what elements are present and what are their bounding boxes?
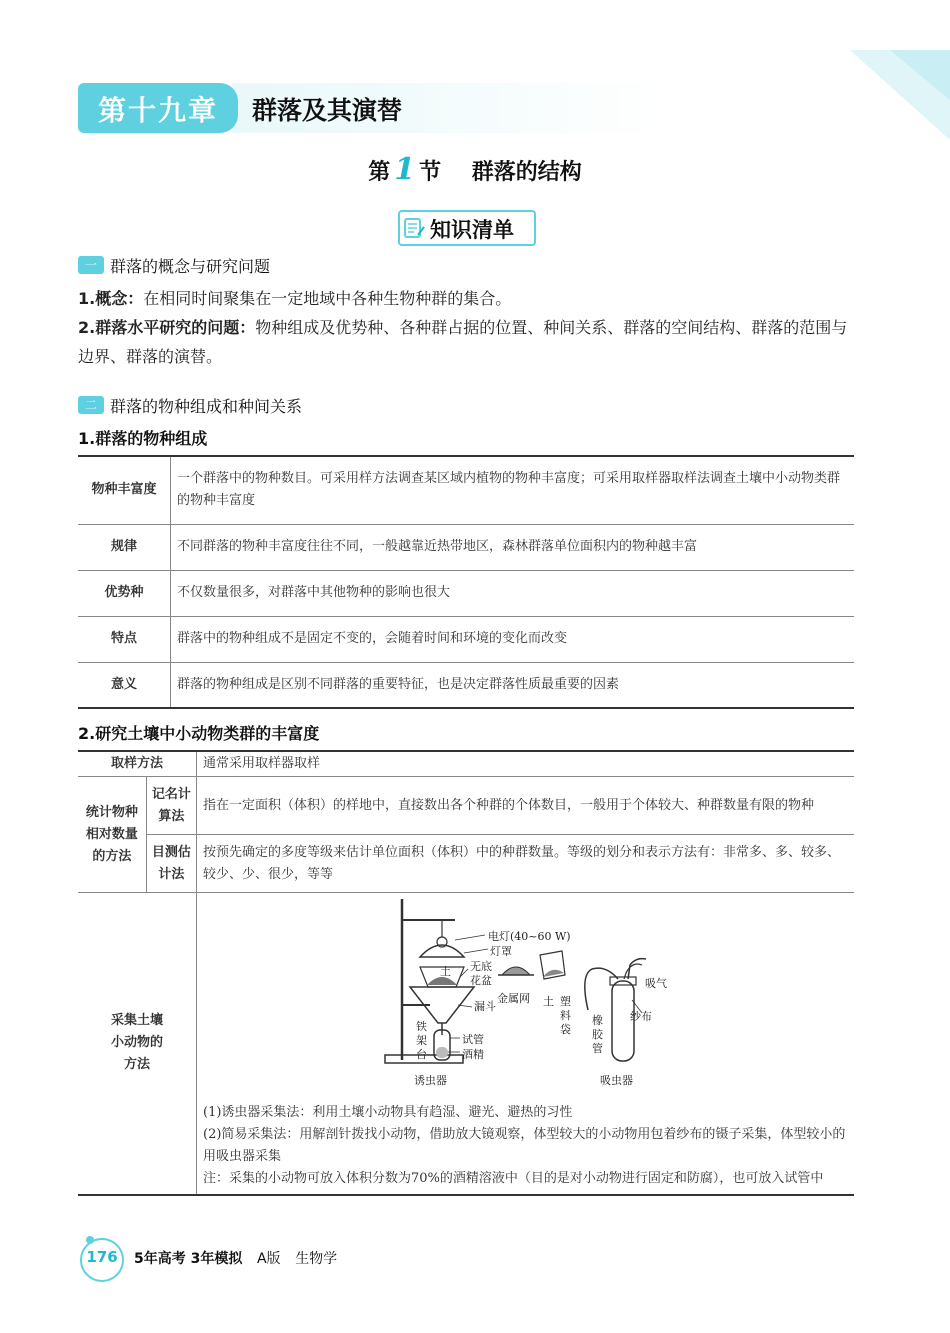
caption-insect-trap: 诱虫器 <box>414 1074 447 1087</box>
label-alcohol: 酒精 <box>462 1048 484 1061</box>
research-text: 物种组成及优势种、各种群占据的位置、种间关系、群落的空间结构、群落的范围与边界、群落的演替。 <box>78 318 848 366</box>
row-content: 不同群落的物种丰富度往往不同，一般越靠近热带地区，森林群落单位面积内的物种越丰富 <box>171 524 855 570</box>
visual-estimate-content: 按预先确定的多度等级来估计单位面积（体积）中的种群数量。等级的划分和表示方法有：非常多、多、较多、较少、少、很少，等等 <box>197 835 855 893</box>
section-prefix: 第 <box>368 159 391 185</box>
book-title: 5年高考 3年模拟 <box>134 1251 243 1267</box>
subheading-species-composition: 1.群落的物种组成 <box>78 429 208 448</box>
table-row <box>78 751 854 777</box>
table-row <box>78 835 854 893</box>
caption-aspirator: 吸虫器 <box>600 1074 633 1087</box>
label-pot-1: 无底 <box>470 960 492 973</box>
section-suffix: 节 <box>419 159 442 185</box>
label-stand-3: 台 <box>416 1048 427 1061</box>
concept-text: 在相同时间聚集在一定地域中各种生物种群的集合。 <box>143 289 512 308</box>
part2-heading: 群落的物种组成和种间关系 <box>110 397 303 416</box>
row-content: 不仅数量很多，对群落中其他物种的影响也很大 <box>171 570 855 616</box>
label-gauze: 纱布 <box>630 1010 652 1023</box>
row-head: 意义 <box>78 662 171 708</box>
chapter-label: 第十九章 <box>98 94 219 127</box>
label-soil-top: 土 <box>440 965 451 978</box>
concept-term: 1.概念： <box>78 289 144 308</box>
label-pot-2: 花盆 <box>470 974 492 987</box>
sampling-head: 取样方法 <box>78 751 197 777</box>
label-stand-2: 架 <box>416 1034 427 1047</box>
label-bag-1: 塑 <box>560 995 571 1008</box>
label-rubber-1: 橡 <box>592 1014 603 1027</box>
row-head: 规律 <box>78 524 171 570</box>
section-name: 群落的结构 <box>471 159 582 185</box>
label-funnel: 漏斗 <box>474 1000 496 1013</box>
table-row <box>78 456 854 524</box>
research-term: 2.群落水平研究的问题： <box>78 318 256 337</box>
table-row <box>78 616 854 662</box>
part1-heading: 群落的概念与研究问题 <box>110 257 271 276</box>
subheading-soil-animals: 2.研究土壤中小动物类群的丰富度 <box>78 724 320 743</box>
stat-method-head: 统计物种相对数量的方法 <box>78 777 146 893</box>
note-2: (2)简易采集法：用解剖针拨找小动物，借助放大镜观察，体型较大的小动物用包着纱布的镊子采集，体型较小的用吸虫器采集 <box>203 1126 846 1164</box>
note-1: (1)诱虫器采集法：利用土壤小动物具有趋湿、避光、避热的习性 <box>203 1104 573 1120</box>
row-head: 物种丰富度 <box>78 456 171 524</box>
row-head: 特点 <box>78 616 171 662</box>
table-row <box>78 524 854 570</box>
row-content: 群落的物种组成是区别不同群落的重要特征，也是决定群落性质最重要的因素 <box>171 662 855 708</box>
collect-method-head: 采集土壤小动物的方法 <box>78 893 197 1195</box>
visual-estimate-head: 目测估计法 <box>146 835 196 893</box>
section-number: 1 <box>394 152 416 187</box>
chapter-title: 群落及其演替 <box>252 96 403 125</box>
row-content: 一个群落中的物种数目。可采用样方法调查某区域内植物的物种丰富度；可采用取样器取样法调查土壤中小动物类群的物种丰富度 <box>171 456 855 524</box>
label-rubber-3: 管 <box>592 1042 603 1055</box>
part2-badge: 二 <box>78 396 104 414</box>
book-subject: 生物学 <box>295 1251 338 1267</box>
label-tube: 试管 <box>462 1033 484 1046</box>
row-content: 群落中的物种组成不是固定不变的，会随着时间和环境的变化而改变 <box>171 616 855 662</box>
page-number-dot <box>86 1236 94 1244</box>
counting-method-content: 指在一定面积（体积）的样地中，直接数出各个种群的个体数目，一般用于个体较大、种群数量有限的物种 <box>197 777 855 835</box>
note-3: 注：采集的小动物可放入体积分数为70%的酒精溶液中（目的是对小动物进行固定和防腐），也可放入试管中 <box>203 1170 824 1186</box>
label-suck: 吸气 <box>645 977 667 990</box>
species-composition-table <box>78 455 854 709</box>
table-row <box>78 777 854 835</box>
knowledge-list-badge <box>398 210 536 246</box>
chapter-label-box <box>78 83 238 133</box>
label-lamp: 电灯(40~60 W) <box>488 930 571 943</box>
knowledge-list-title: 知识清单 <box>430 218 514 242</box>
page-number: 176 <box>86 1248 118 1266</box>
part1-badge: 一 <box>78 256 104 274</box>
counting-method-head: 记名计算法 <box>146 777 196 835</box>
part1-item-2 <box>78 313 858 371</box>
label-bag-3: 袋 <box>560 1023 571 1036</box>
footer-book-info <box>134 1248 337 1268</box>
label-stand-1: 铁 <box>416 1020 427 1033</box>
book-edition: A版 <box>256 1251 281 1267</box>
row-head: 优势种 <box>78 570 171 616</box>
section-title <box>0 152 950 187</box>
label-rubber-2: 胶 <box>592 1028 603 1041</box>
table-row <box>78 570 854 616</box>
part1-item-1 <box>78 284 858 313</box>
label-soil: 土 <box>543 995 554 1008</box>
label-shade: 灯罩 <box>490 945 512 958</box>
label-mesh: 金属网 <box>497 992 530 1005</box>
notepad-icon <box>402 216 426 240</box>
table-row <box>78 662 854 708</box>
label-bag-2: 料 <box>560 1009 571 1022</box>
sampling-content: 通常采用取样器取样 <box>197 751 855 777</box>
